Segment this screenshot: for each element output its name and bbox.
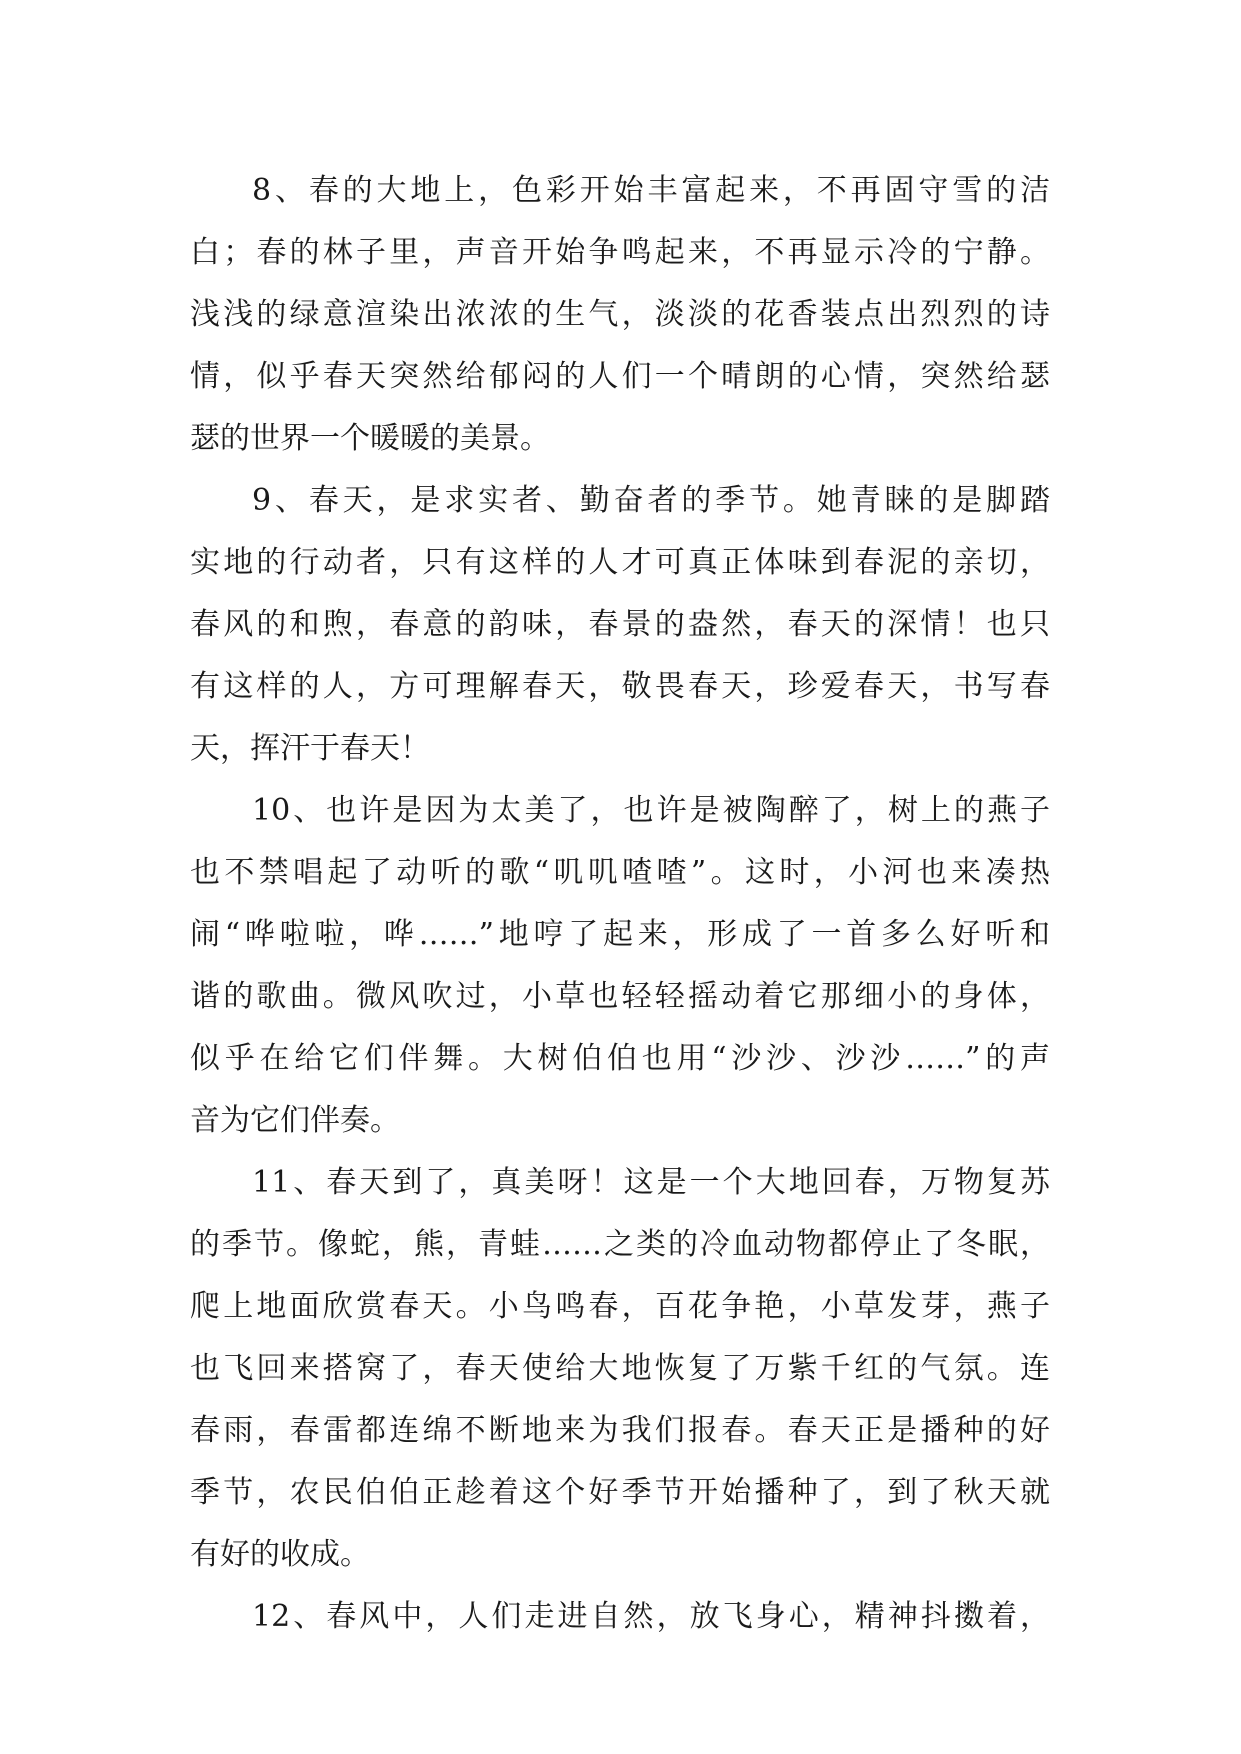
paragraph-line: 的季节。像蛇，熊，青蛙……之类的冷血动物都停止了冬眠， [190,1227,1050,1262]
paragraph-10 [190,780,1050,1152]
paragraph-12 [190,1586,1050,1648]
paragraph-11 [190,1152,1050,1586]
paragraph-line: 也飞回来搭窝了，春天使给大地恢复了万紫千红的气氛。连 [190,1351,1050,1386]
paragraph-line: 10、也许是因为太美了，也许是被陶醉了，树上的燕子 [252,793,1050,828]
paragraph-line: 闹“哗啦啦，哗……”地哼了起来，形成了一首多么好听和 [190,917,1050,952]
paragraph-line: 情，似乎春天突然给郁闷的人们一个晴朗的心情，突然给瑟 [190,359,1050,394]
paragraph-line: 爬上地面欣赏春天。小鸟鸣春，百花争艳，小草发芽，燕子 [190,1289,1050,1324]
paragraph-line: 音为它们伴奏。 [190,1103,400,1138]
document-body [190,160,1050,1648]
paragraph-8 [190,160,1050,470]
paragraph-line: 浅浅的绿意渲染出浓浓的生气，淡淡的花香装点出烈烈的诗 [190,297,1050,332]
paragraph-line: 白；春的林子里，声音开始争鸣起来，不再显示冷的宁静。 [190,235,1050,270]
paragraph-line: 季节，农民伯伯正趁着这个好季节开始播种了，到了秋天就 [190,1475,1050,1510]
paragraph-line: 12、春风中，人们走进自然，放飞身心，精神抖擞着， [252,1599,1050,1634]
paragraph-line: 有好的收成。 [190,1537,370,1572]
paragraph-line: 9、春天，是求实者、勤奋者的季节。她青睐的是脚踏 [252,483,1050,518]
paragraph-9 [190,470,1050,780]
paragraph-line: 有这样的人，方可理解春天，敬畏春天，珍爱春天，书写春 [190,669,1050,704]
paragraph-line: 天，挥汗于春天！ [190,731,430,766]
paragraph-line: 春雨，春雷都连绵不断地来为我们报春。春天正是播种的好 [190,1413,1050,1448]
paragraph-line: 春风的和煦，春意的韵味，春景的盎然，春天的深情！也只 [190,607,1050,642]
paragraph-line: 实地的行动者，只有这样的人才可真正体味到春泥的亲切， [190,545,1050,580]
paragraph-line: 也不禁唱起了动听的歌“叽叽喳喳”。这时，小河也来凑热 [190,855,1050,890]
paragraph-line: 8、春的大地上，色彩开始丰富起来，不再固守雪的洁 [252,173,1050,208]
paragraph-line: 似乎在给它们伴舞。大树伯伯也用“沙沙、沙沙……”的声 [190,1041,1050,1076]
paragraph-line: 谐的歌曲。微风吹过，小草也轻轻摇动着它那细小的身体， [190,979,1050,1014]
paragraph-line: 11、春天到了，真美呀！这是一个大地回春，万物复苏 [252,1165,1050,1200]
paragraph-line: 瑟的世界一个暖暖的美景。 [190,421,550,456]
